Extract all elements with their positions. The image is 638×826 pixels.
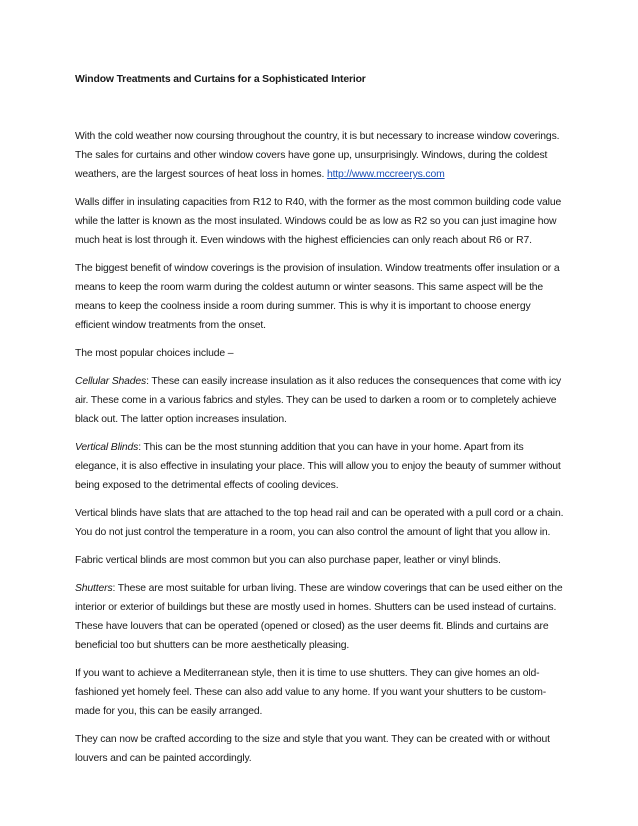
paragraph-shutters: [75, 579, 565, 655]
paragraph-benefit: The biggest benefit of window coverings is the provision of insulation. Window treatments offer insulation or a means to keep the room warm during the coldest autumn or winter seasons. This same aspect will be the means to keep the coolness inside a room during summer. This is why it is important to choose energy efficient window treatments from the onset.: [75, 263, 560, 331]
paragraph-cellular-shades: [75, 372, 565, 429]
document-title: Window Treatments and Curtains for a Sophisticated Interior: [75, 74, 366, 85]
paragraph-intro-text: With the cold weather now coursing throughout the country, it is but necessary to increase window coverings. The sales for curtains and other window covers have gone up, unsurprisingly. Windows, during the coldest weathers, are the largest sources of heat loss in homes.: [75, 131, 560, 180]
paragraph-blinds-operation: Vertical blinds have slats that are attached to the top head rail and can be operated with a pull cord or a chain. You do not just control the temperature in a room, you can also control the amount of light that you allow in.: [75, 508, 564, 538]
paragraph-mediterranean: If you want to achieve a Mediterranean style, then it is time to use shutters. They can give homes an old-fashioned yet homely feel. These can also add value to any home. If you want your shutters to be custom-made for you, this can be easily arranged.: [75, 668, 547, 717]
paragraph-blinds-materials: Fabric vertical blinds are most common but you can also purchase paper, leather or vinyl blinds.: [75, 555, 501, 566]
website-link[interactable]: http://www.mccreerys.com: [326, 169, 445, 180]
paragraph-intro: [75, 127, 565, 184]
shutters-text: : These are most suitable for urban living. These are window coverings that can be used either on the interior or exterior of buildings but these are mostly used in homes. Shutters can be used instead of curtains. These have louvers that can be operated (opened or closed) as the user deems fit. Blinds and curtains are beneficial too but shutters can be more aesthetically pleasing.: [75, 583, 563, 651]
document-page: [75, 70, 565, 777]
paragraph-choices-intro: The most popular choices include –: [75, 348, 234, 359]
cellular-shades-text: : These can easily increase insulation as it also reduces the consequences that come with icy air. These come in a various fabrics and styles. They can be used to darken a room or to completely achieve black out. The latter option increases insulation.: [75, 376, 562, 425]
term-cellular-shades: Cellular Shades: [75, 376, 147, 387]
paragraph-crafted: They can now be crafted according to the size and style that you want. They can be created with or without louvers and can be painted accordingly.: [75, 734, 550, 764]
vertical-blinds-text: : This can be the most stunning addition that you can have in your home. Apart from its elegance, it is also effective in insulating your place. This will allow you to enjoy the beauty of summer without being exposed to the detrimental effects of cooling devices.: [75, 442, 561, 491]
term-shutters: Shutters: [75, 583, 113, 594]
term-vertical-blinds: Vertical Blinds: [75, 442, 139, 453]
paragraph-vertical-blinds: [75, 438, 565, 495]
paragraph-insulation-values: Walls differ in insulating capacities from R12 to R40, with the former as the most common building code value while the latter is known as the most insulated. Windows could be as low as R2 so you can just imagine how much heat is lost through it. Even windows with the highest efficiencies can only reach about R6 or R7.: [75, 197, 562, 246]
